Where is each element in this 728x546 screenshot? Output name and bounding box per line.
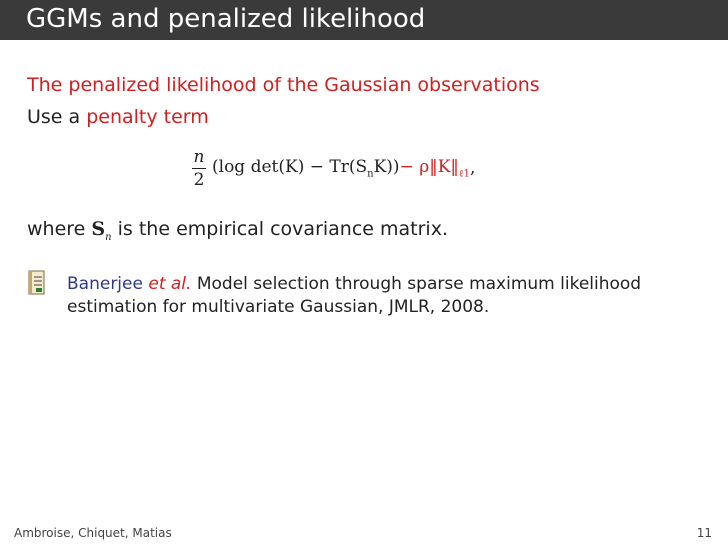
slide-title: GGMs and penalized likelihood — [26, 4, 426, 34]
reference-text: Model selection through sparse maximum likelihood estimation for multivariate Gaussian, JMLR, 2008. — [67, 274, 642, 317]
reference-author: Banerjee — [67, 274, 149, 294]
where-line — [27, 216, 448, 251]
page-number: 11 — [696, 526, 712, 540]
title-bar — [0, 0, 728, 40]
where-sub: n — [105, 231, 112, 243]
penalized-likelihood-formula — [192, 140, 475, 196]
penalty-line-prefix: Use a — [27, 106, 87, 128]
fraction-denominator: 2 — [193, 169, 205, 190]
formula-body-sub: n — [367, 168, 374, 180]
penalty-term-highlight: penalty term — [86, 106, 209, 128]
where-suffix: is the empirical covariance matrix. — [111, 218, 448, 240]
formula-body-main: (log det(K) − Tr(S — [212, 156, 368, 177]
where-prefix: where — [27, 218, 92, 240]
formula-penalty — [400, 157, 471, 179]
fraction-bar — [192, 168, 206, 169]
where-symbol: S — [91, 218, 106, 240]
section-heading: The penalized likelihood of the Gaussian observations — [27, 74, 540, 96]
penalty-line — [27, 104, 209, 130]
fraction-numerator: n — [193, 146, 205, 167]
formula-penalty-sub: ℓ1 — [458, 168, 471, 180]
reference-etal: et al. — [148, 274, 192, 294]
reference — [67, 273, 667, 319]
formula-body — [212, 157, 400, 179]
footer-authors: Ambroise, Chiquet, Matias — [14, 526, 172, 540]
formula-trail: , — [470, 158, 476, 178]
formula-fraction — [192, 147, 206, 190]
formula-penalty-main: − ρ‖K‖ — [399, 156, 459, 177]
book-icon — [27, 270, 47, 296]
formula-body-main2: K)) — [373, 156, 400, 177]
